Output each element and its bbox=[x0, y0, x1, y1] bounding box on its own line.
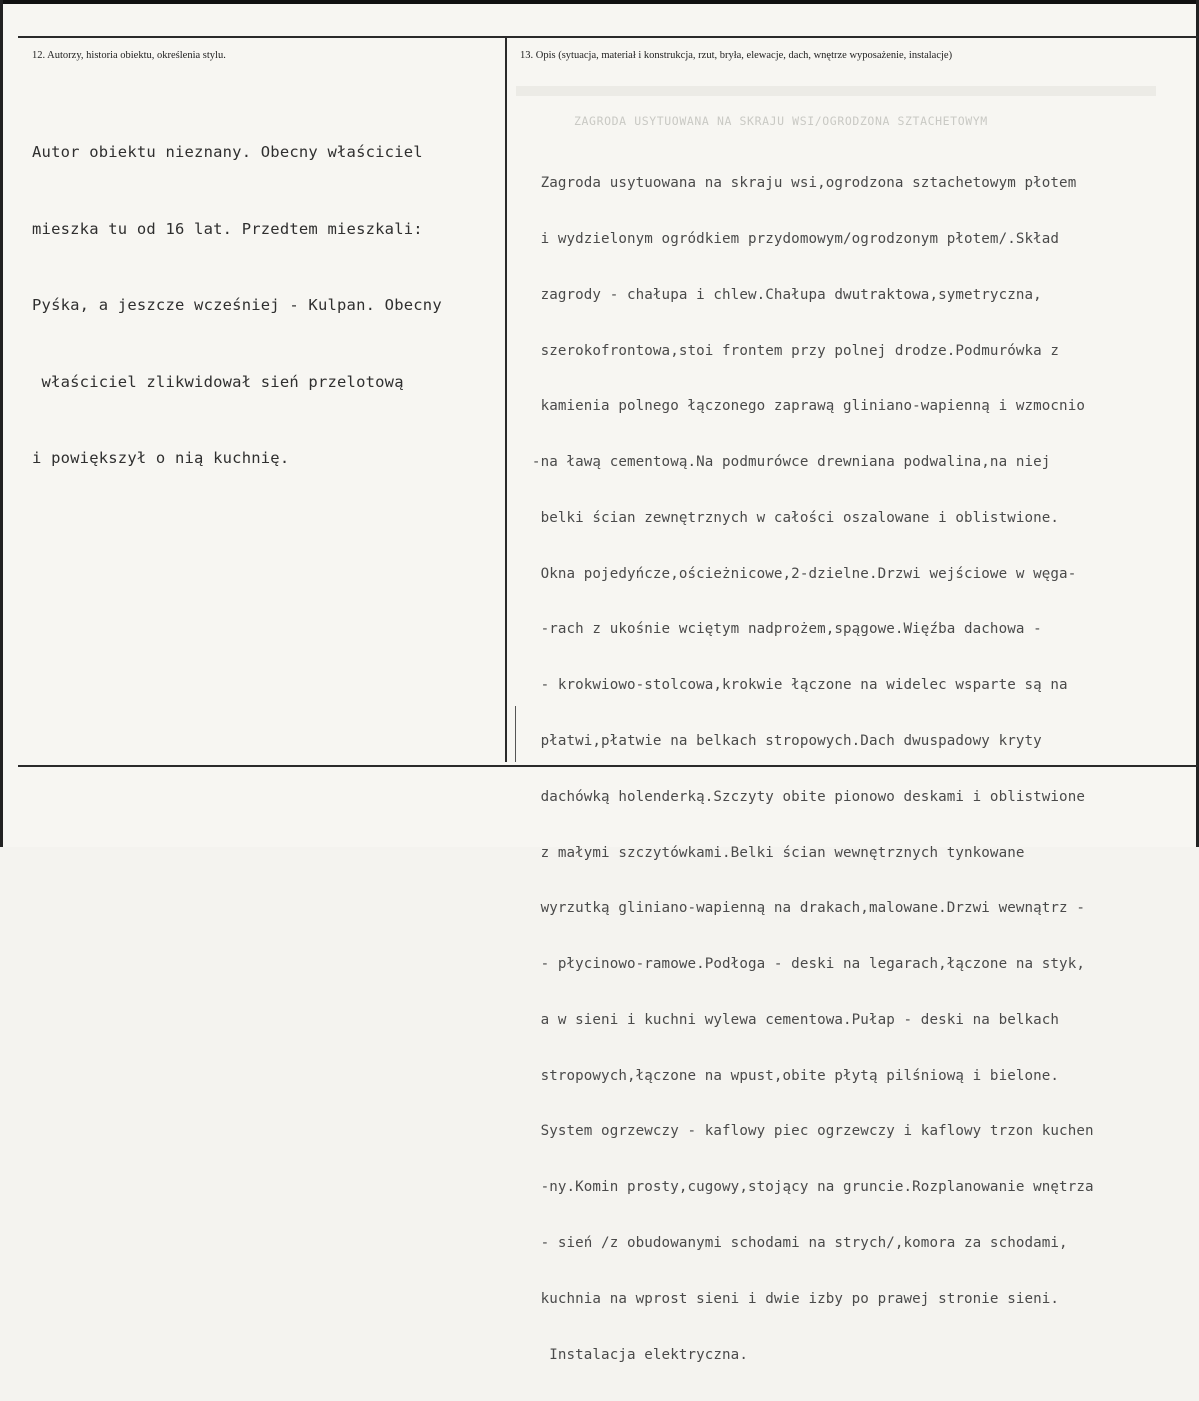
text-line: i powiększył o nią kuchnię. bbox=[32, 449, 290, 467]
section-12-text bbox=[32, 89, 442, 523]
text-line: szerokofrontowa,stoi frontem przy polnej drodze.Podmurówka z bbox=[506, 342, 1060, 359]
text-line: właściciel zlikwidował sień przelotową bbox=[32, 372, 404, 391]
text-line: Instalacja elektryczna. bbox=[506, 1346, 748, 1363]
section-13-header: 13. Opis (sytuacja, materiał i konstrukcja, rzut, bryła, elewacje, dach, wnętrze wyposażenie, instalacje) bbox=[520, 50, 953, 61]
text-line: Zagroda usytuowana na skraju wsi,ogrodzona sztachetowym płotem bbox=[506, 175, 1077, 192]
text-line: mieszka tu od 16 lat. Przedtem mieszkali: bbox=[32, 219, 423, 238]
text-line: Okna pojedyńcze,ościeżnicowe,2-dzielne.Drzwi wejściowe w węga- bbox=[506, 565, 1077, 582]
card-top-edge bbox=[0, 0, 1199, 4]
section-12-header: 12. Autorzy, historia obiektu, określenia stylu. bbox=[32, 50, 226, 61]
top-rule bbox=[18, 36, 1198, 38]
text-line: Autor obiektu nieznany. Obecny właściciel bbox=[32, 143, 423, 161]
text-line: zagrody - chałupa i chlew.Chałupa dwutraktowa,symetryczna, bbox=[506, 286, 1042, 303]
text-line: kamienia polnego łączonego zaprawą gliniano-wapienną i wzmocnio bbox=[506, 398, 1085, 415]
text-line: stropowych,łączone na wpust,obite płytą pilśniową i bielone. bbox=[506, 1067, 1060, 1084]
text-line: System ogrzewczy - kaflowy piec ogrzewczy i kaflowy trzon kuchen bbox=[506, 1123, 1094, 1140]
text-line: Pyśka, a jeszcze wcześniej - Kulpan. Obecny bbox=[32, 296, 442, 314]
text-line: - płycinowo-ramowe.Podłoga - deski na legarach,łączone na styk, bbox=[506, 956, 1085, 973]
text-line: -na ławą cementową.Na podmurówce drewniana podwalina,na niej bbox=[506, 454, 1051, 471]
text-line: i wydzielonym ogródkiem przydomowym/ogrodzonym płotem/.Skład bbox=[506, 230, 1060, 247]
faint-heading: ZAGRODA USYTUOWANA NA SKRAJU WSI/OGRODZONA SZTACHETOWYM bbox=[574, 114, 988, 128]
text-line: wyrzutką gliniano-wapienną na drakach,malowane.Drzwi wewnątrz - bbox=[506, 900, 1085, 917]
text-line: - krokwiowo-stolcowa,krokwie łączone na widelec wsparte są na bbox=[506, 677, 1068, 694]
text-line: - sień /z obudowanymi schodami na strych/,komora za schodami, bbox=[506, 1235, 1068, 1252]
text-line: -rach z ukośnie wciętym nadprożem,spągowe.Więźba dachowa - bbox=[506, 621, 1042, 638]
text-line: płatwi,płatwie na belkach stropowych.Dach dwuspadowy kryty bbox=[506, 733, 1042, 749]
card-left-edge bbox=[0, 0, 3, 847]
paper-smudge bbox=[516, 86, 1156, 96]
text-line: dachówką holenderką.Szczyty obite pionowo deskami i oblistwione bbox=[506, 788, 1085, 805]
text-line: a w sieni i kuchni wylewa cementowa.Pułap - deski na belkach bbox=[506, 1011, 1060, 1028]
text-line: belki ścian zewnętrznych w całości oszalowane i oblistwione. bbox=[506, 509, 1060, 526]
section-13-text bbox=[506, 137, 1094, 1401]
text-line: -ny.Komin prosty,cugowy,stojący na gruncie.Rozplanowanie wnętrza bbox=[506, 1179, 1094, 1196]
text-line: kuchnia na wprost sieni i dwie izby po prawej stronie sieni. bbox=[506, 1290, 1060, 1307]
text-line: z małymi szczytówkami.Belki ścian wewnętrznych tynkowane bbox=[506, 844, 1025, 861]
